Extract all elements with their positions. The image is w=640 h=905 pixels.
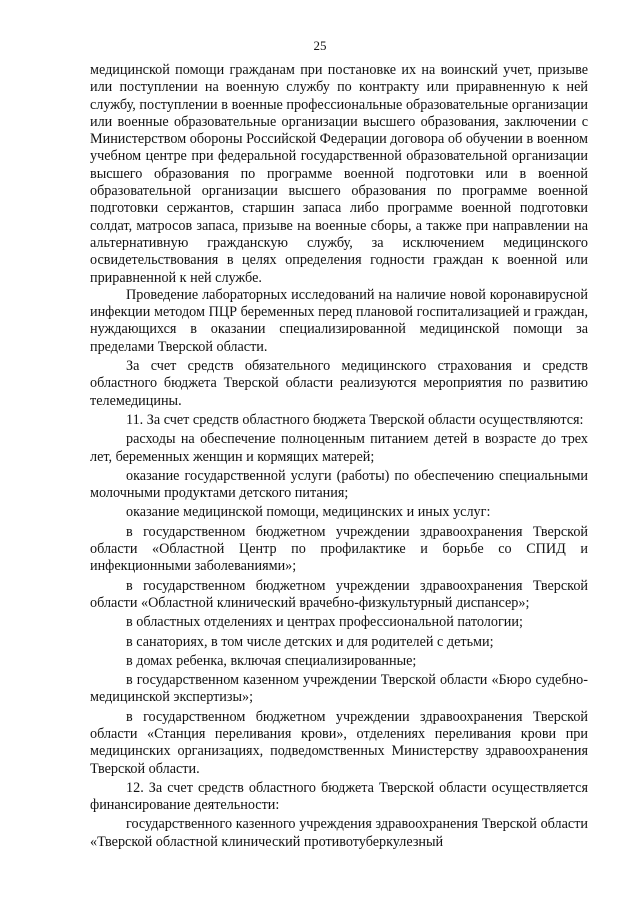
paragraph: в санаториях, в том числе детских и для родителей с детьми; — [126, 633, 494, 650]
paragraph: в областных отделениях и центрах профессиональной патологии; — [126, 614, 523, 631]
paragraph: расходы на обеспечение полноценным питанием детей в возрасте до трех лет, беременных женщин и кормящих матерей; — [90, 431, 588, 465]
paragraph: 12. За счет средств областного бюджета Тверской области осуществляется финансирование деятельности: — [90, 779, 588, 814]
paragraph: оказание медицинской помощи, медицинских и иных услуг: — [126, 504, 491, 521]
paragraph: в государственном бюджетном учреждении здравоохранения Тверской области «Станция переливания крови», отделениях переливания крови при медицинских организациях, подведомственных Министерству здравоохранения Тверской области. — [90, 708, 588, 777]
document-body — [90, 62, 588, 851]
paragraph: в государственном казенном учреждении Тверской области «Бюро судебно-медицинской экспертизы»; — [90, 672, 588, 706]
paragraph: медицинской помощи гражданам при постановке их на воинский учет, призыве или поступлении на военную службу по контракту или приравненную к ней службу, поступлении в военные профессиональные образовательные организации или военные образовательные организации высшего образования, заключении с Министерством обороны Российской Федерации договора об обучении в военном учебном центре при федеральной государственной образовательной организации высшего образования по программе военной подготовки или в военной образовательной организации высшего образования по программе военной подготовки сержантов, старшин запаса либо программе военной подготовки солдат, матросов запаса, призыве на военные сборы, а также при направлении на альтернативную гражданскую службу, за исключением медицинского освидетельствования в целях определения годности граждан к военной или приравненной к ней службе. — [90, 62, 588, 286]
paragraph: Проведение лабораторных исследований на наличие новой коронавирусной инфекции методом ПЦР беременных перед плановой госпитализацией и граждан, нуждающихся в оказании специализированной медицинской помощи за пределами Тверской области. — [90, 286, 588, 355]
paragraph: в государственном бюджетном учреждении здравоохранения Тверской области «Областной клинический врачебно-физкультурный диспансер»; — [90, 577, 588, 611]
paragraph: в государственном бюджетном учреждении здравоохранения Тверской области «Областной Центр по профилактике и борьбе со СПИД и инфекционными заболеваниями»; — [90, 523, 588, 575]
page-number: 25 — [313, 38, 327, 53]
paragraph: государственного казенного учреждения здравоохранения Тверской области «Тверской областной клинический противотуберкулезный — [90, 816, 588, 850]
paragraph: в домах ребенка, включая специализированные; — [126, 652, 417, 669]
paragraph: За счет средств обязательного медицинского страхования и средств областного бюджета Тверской области реализуются мероприятия по развитию телемедицины. — [90, 358, 588, 409]
paragraph: оказание государственной услуги (работы) по обеспечению специальными молочными продуктами детского питания; — [90, 467, 588, 502]
paragraph: 11. За счет средств областного бюджета Тверской области осуществляются: — [126, 411, 584, 428]
